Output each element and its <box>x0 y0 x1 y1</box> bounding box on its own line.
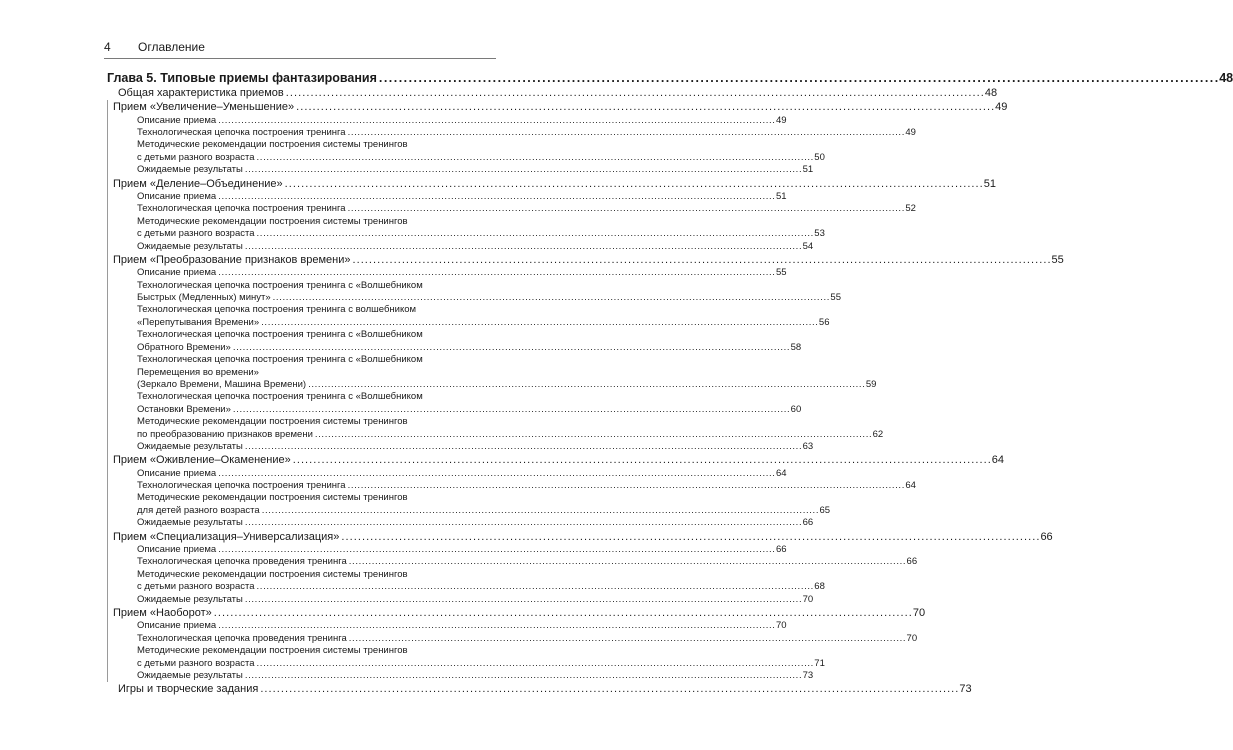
toc-item[interactable] <box>108 114 787 127</box>
toc-item-title: Технологическая цепочка построения тренинга <box>137 127 346 138</box>
toc-chapter-title: Глава 5. Типовые приемы фантазирования <box>107 71 377 85</box>
toc-item-line: Методические рекомендации построения системы тренингов <box>137 139 408 151</box>
toc-general[interactable] <box>104 86 998 100</box>
toc-item-title: Описание приема <box>137 467 217 479</box>
toc-section-group <box>107 253 1064 453</box>
toc-item-page: 66 <box>906 556 918 568</box>
toc-item-page: 64 <box>905 480 916 492</box>
toc-general-title: Общая характеристика приемов <box>118 87 284 99</box>
toc-item-page: 49 <box>775 114 787 126</box>
dot-leader <box>245 670 801 682</box>
toc-section-page: 70 <box>912 607 926 619</box>
toc-section[interactable] <box>108 253 1064 267</box>
toc-item[interactable] <box>108 504 831 517</box>
toc-item-line: Технологическая цепочка построения тренинга с «Волшебником <box>137 391 423 403</box>
dot-leader <box>257 581 813 593</box>
dot-leader <box>348 203 904 215</box>
toc-item-page: 56 <box>818 316 830 328</box>
toc-item-line: Перемещения во времени» <box>137 366 259 378</box>
toc-item[interactable] <box>108 543 787 556</box>
toc-item-page: 66 <box>775 543 787 555</box>
dot-leader <box>245 594 801 606</box>
toc-item[interactable] <box>108 151 825 164</box>
toc-item-title: Остановки Времени» <box>137 403 231 415</box>
toc-sections <box>104 100 1064 682</box>
toc-item-page: 63 <box>802 440 814 452</box>
toc-item-title: Технологическая цепочка построения тренинга <box>137 480 346 492</box>
dot-leader <box>218 468 774 480</box>
dot-leader <box>262 505 818 517</box>
toc-item-page: 71 <box>814 657 825 669</box>
toc-item-page: 53 <box>814 228 825 240</box>
toc-item-title: Быстрых (Медленных) минут» <box>137 292 271 304</box>
header-title: Оглавление <box>138 40 205 54</box>
toc-item-title: с детьми разного возраста <box>137 657 255 669</box>
toc-item-page: 55 <box>830 292 841 304</box>
dot-leader <box>348 480 904 492</box>
toc-item-title: для детей разного возраста <box>137 504 260 516</box>
toc-item-page: 64 <box>775 467 787 479</box>
dot-leader <box>245 241 801 253</box>
toc-item-title: Технологическая цепочка построения тренинга <box>137 203 346 215</box>
toc-item-page: 73 <box>802 669 814 681</box>
toc-section-page: 64 <box>991 454 1005 467</box>
dot-leader <box>260 682 957 696</box>
dot-leader <box>348 127 904 139</box>
toc-item-title: с детьми разного возраста <box>137 228 255 240</box>
toc-item-title: с детьми разного возраста <box>137 151 255 163</box>
toc-section-group <box>107 177 996 253</box>
dot-leader <box>296 100 993 114</box>
toc-section[interactable] <box>108 530 1053 544</box>
toc-item[interactable] <box>108 480 916 492</box>
toc-item-page: 68 <box>814 581 825 593</box>
toc-final-page: 73 <box>959 683 972 696</box>
toc-section[interactable] <box>108 606 926 620</box>
dot-leader <box>218 115 774 127</box>
dot-leader <box>233 342 789 354</box>
dot-leader <box>218 267 774 279</box>
toc-item-title: по преобразованию признаков времени <box>137 428 313 440</box>
toc-item[interactable] <box>108 203 916 215</box>
dot-leader <box>285 177 982 191</box>
dot-leader <box>257 658 813 670</box>
toc-item-line: Методические рекомендации построения системы тренингов <box>137 645 408 657</box>
toc-item[interactable] <box>108 593 814 606</box>
toc-item[interactable] <box>108 190 787 203</box>
dot-leader <box>257 228 813 240</box>
toc-section-title: Прием «Наоборот» <box>113 607 212 619</box>
dot-leader <box>341 530 1038 544</box>
toc-item-line: Методические рекомендации построения системы тренингов <box>137 416 408 428</box>
toc-item-page: 51 <box>775 190 787 202</box>
dot-leader <box>349 633 905 645</box>
toc-item[interactable] <box>108 341 802 354</box>
toc-final-title: Игры и творческие задания <box>118 683 259 696</box>
dot-leader <box>273 292 829 304</box>
toc-section-title: Прием «Преобразование признаков времени» <box>113 253 351 266</box>
toc-item[interactable] <box>108 127 916 139</box>
toc-item-title: Ожидаемые результаты <box>137 669 243 681</box>
toc-chapter-page: 48 <box>1219 71 1233 85</box>
dot-leader <box>308 379 864 391</box>
toc-item[interactable] <box>108 467 787 480</box>
toc-item[interactable] <box>108 632 918 645</box>
dot-leader <box>233 404 789 416</box>
toc-item-page: 50 <box>814 151 825 163</box>
toc-item-title: (Зеркало Времени, Машина Времени) <box>137 378 307 390</box>
dot-leader <box>257 152 813 164</box>
toc-item-page: 62 <box>872 428 884 440</box>
toc-item-title: Ожидаемые результаты <box>137 517 243 529</box>
page-number: 4 <box>104 40 111 54</box>
toc-item-page: 59 <box>865 378 877 390</box>
toc-item-page: 54 <box>802 240 814 252</box>
toc-item-line: Методические рекомендации построения системы тренингов <box>137 492 408 504</box>
toc-item[interactable] <box>108 517 814 529</box>
toc-item[interactable] <box>108 240 814 253</box>
toc-item-page: 55 <box>775 267 787 279</box>
dot-leader <box>261 317 817 329</box>
toc-item-title: Описание приема <box>137 543 217 555</box>
toc-final[interactable] <box>104 682 972 696</box>
toc-section[interactable] <box>108 453 1005 467</box>
toc-item-title: Описание приема <box>137 620 217 632</box>
toc-item[interactable] <box>108 669 814 682</box>
toc-item-line: Технологическая цепочка построения тренинга с волшебником <box>137 304 417 316</box>
toc-item-title: Обратного Времени» <box>137 341 231 353</box>
toc-item-title: Описание приема <box>137 190 217 202</box>
dot-leader <box>214 606 911 620</box>
dot-leader <box>379 70 1217 86</box>
toc-item[interactable] <box>108 428 884 441</box>
toc-section-title: Прием «Специализация–Универсализация» <box>113 530 340 543</box>
toc-section-page: 66 <box>1040 530 1053 543</box>
toc-item-page: 51 <box>802 164 814 176</box>
toc-item-title: Ожидаемые результаты <box>137 240 243 252</box>
toc-section-group <box>107 100 1008 176</box>
toc-item-page: 49 <box>905 127 916 138</box>
toc-item-title: Ожидаемые результаты <box>137 440 243 452</box>
toc-item-page: 60 <box>790 403 802 415</box>
toc-item[interactable] <box>108 657 825 670</box>
toc-item-line: Методические рекомендации построения системы тренингов <box>137 215 408 227</box>
toc-item[interactable] <box>108 316 830 329</box>
dot-leader <box>352 253 1049 267</box>
toc-section-group <box>107 530 1053 606</box>
toc-item[interactable] <box>108 292 841 304</box>
toc-item[interactable] <box>108 581 825 593</box>
toc-item[interactable] <box>108 556 918 568</box>
toc-item-title: Ожидаемые результаты <box>137 164 243 176</box>
dot-leader <box>286 86 983 100</box>
toc-item-title: Описание приема <box>137 114 217 126</box>
toc-item-page: 70 <box>775 620 787 632</box>
toc-item[interactable] <box>108 164 814 176</box>
toc-item-page: 52 <box>905 203 916 215</box>
toc-item[interactable] <box>108 403 802 416</box>
toc-item-title: Описание приема <box>137 267 217 279</box>
toc-item-title: «Перепутывания Времени» <box>137 316 260 328</box>
toc-section[interactable] <box>108 100 1008 114</box>
page-header <box>104 36 496 59</box>
toc-item-title: с детьми разного возраста <box>137 581 255 593</box>
toc-item[interactable] <box>108 440 814 453</box>
toc-item-page: 58 <box>790 341 802 353</box>
toc-item-title: Технологическая цепочка проведения тренинга <box>137 556 347 568</box>
dot-leader <box>349 556 905 568</box>
toc-chapter[interactable] <box>104 70 1233 86</box>
toc-section[interactable] <box>108 177 996 191</box>
dot-leader <box>245 441 801 453</box>
toc-section-page: 51 <box>983 177 996 190</box>
toc-item-line: Технологическая цепочка построения тренинга с «Волшебником <box>137 279 423 291</box>
toc-item-page: 66 <box>802 517 814 529</box>
toc-section-page: 55 <box>1051 253 1064 266</box>
table-of-contents <box>104 70 1233 697</box>
dot-leader <box>245 164 801 176</box>
toc-item-page: 65 <box>819 504 831 516</box>
toc-section-title: Прием «Увеличение–Уменьшение» <box>113 101 295 114</box>
toc-general-page: 48 <box>984 87 998 99</box>
toc-section-group <box>107 606 926 682</box>
toc-item[interactable] <box>108 620 787 632</box>
toc-section-title: Прием «Деление–Объединение» <box>113 177 283 190</box>
toc-item-line: Методические рекомендации построения системы тренингов <box>137 568 408 580</box>
toc-item[interactable] <box>108 267 787 279</box>
dot-leader <box>293 453 990 467</box>
dot-leader <box>218 191 774 203</box>
dot-leader <box>315 429 871 441</box>
toc-item-page: 70 <box>906 632 918 644</box>
toc-item[interactable] <box>108 378 877 391</box>
toc-item-title: Технологическая цепочка проведения тренинга <box>137 632 347 644</box>
dot-leader <box>245 517 801 529</box>
toc-section-title: Прием «Оживление–Окаменение» <box>113 454 291 467</box>
toc-section-page: 49 <box>995 101 1008 114</box>
toc-item[interactable] <box>108 228 825 240</box>
toc-item-line: Технологическая цепочка построения тренинга с «Волшебником <box>137 329 423 341</box>
toc-item-page: 70 <box>802 593 814 605</box>
toc-item-title: Ожидаемые результаты <box>137 593 243 605</box>
dot-leader <box>218 544 774 556</box>
toc-item-line: Технологическая цепочка построения тренинга с «Волшебником <box>137 354 423 366</box>
dot-leader <box>218 620 774 632</box>
toc-section-group <box>107 453 1005 529</box>
